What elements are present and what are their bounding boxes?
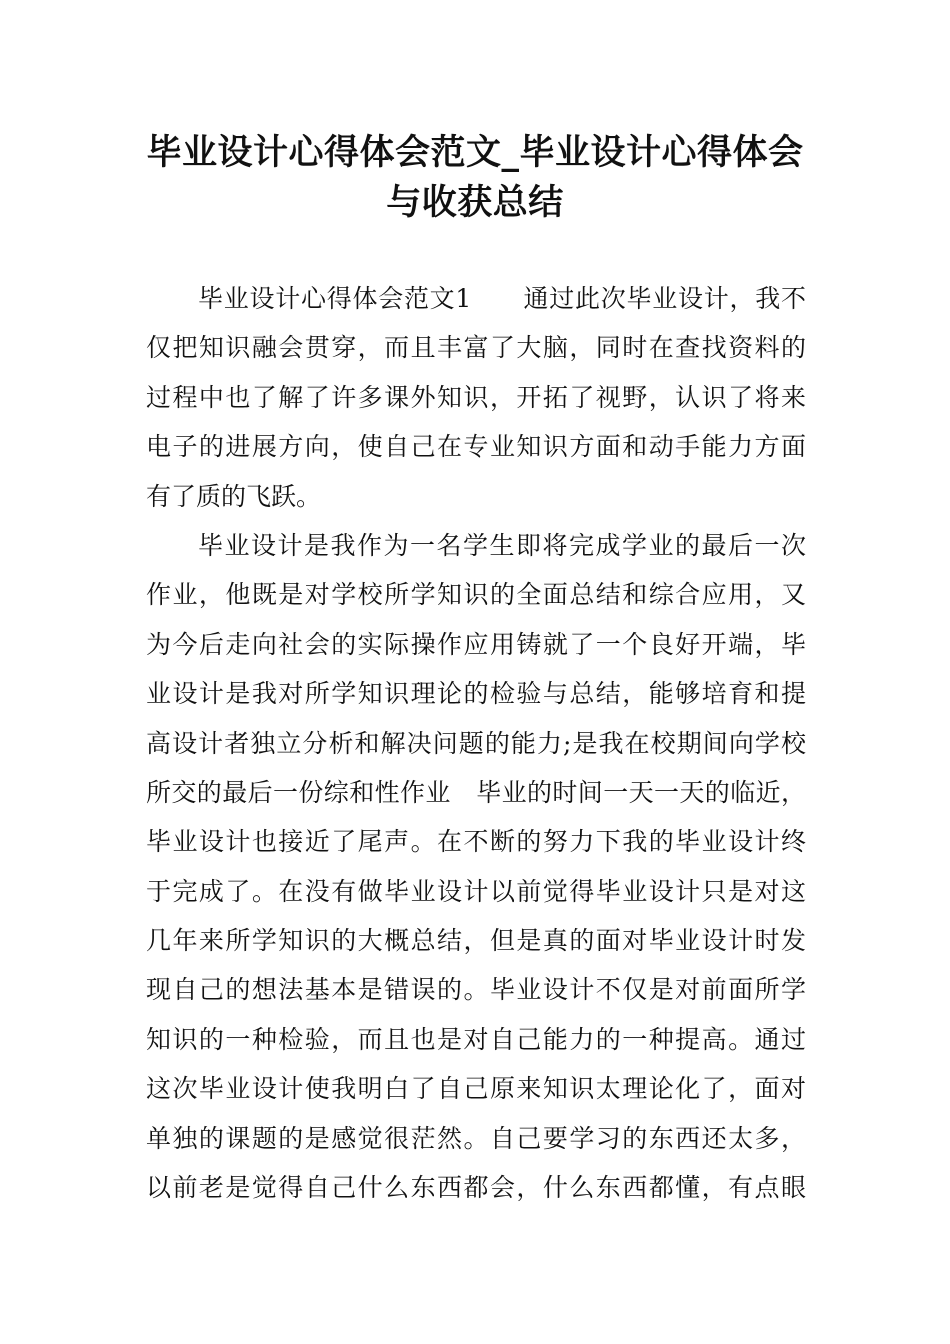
paragraph-line: 电子的进展方向，使自己在专业知识方面和动手能力方面 [146,432,806,462]
paragraph-line: 毕业设计是我作为一名学生即将完成学业的最后一次 [198,530,806,560]
paragraph-line: 高设计者独立分析和解决问题的能力;是我在校期间向学校 [146,728,806,758]
paragraph-line: 单独的课题的是感觉很茫然。自己要学习的东西还太多， [146,1123,806,1153]
title-line-1: 毕业设计心得体会范文_毕业设计心得体会 [146,133,804,173]
paragraph-line: 毕业设计心得体会范文1 通过此次毕业设计，我不 [198,284,806,313]
paragraph-line: 现自己的想法基本是错误的。毕业设计不仅是对前面所学 [146,975,806,1005]
paragraph-line: 有了质的飞跃。 [146,481,322,511]
paragraph-2 [146,521,806,1212]
paragraph-line: 于完成了。在没有做毕业设计以前觉得毕业设计只是对这 [146,876,806,906]
paragraph-line: 作业，他既是对学校所学知识的全面总结和综合应用，又 [146,580,806,610]
paragraph-line: 几年来所学知识的大概总结，但是真的面对毕业设计时发 [146,926,806,956]
paragraph-1 [146,274,806,521]
document-body [146,274,806,1212]
paragraph-line: 为今后走向社会的实际操作应用铸就了一个良好开端，毕 [146,629,806,659]
paragraph-line: 仅把知识融会贯穿，而且丰富了大脑，同时在查找资料的 [146,333,806,363]
paragraph-line: 这次毕业设计使我明白了自己原来知识太理论化了，面对 [146,1074,806,1104]
title-line-2: 与收获总结 [386,183,564,223]
paragraph-line: 过程中也了解了许多课外知识，开拓了视野，认识了将来 [146,382,806,412]
paragraph-line: 业设计是我对所学知识理论的检验与总结，能够培育和提 [146,679,806,709]
document-title [100,128,850,228]
paragraph-line: 以前老是觉得自己什么东西都会，什么东西都懂，有点眼 [146,1173,806,1203]
paragraph-line: 知识的一种检验，而且也是对自己能力的一种提高。通过 [146,1024,806,1054]
paragraph-line: 毕业设计也接近了尾声。在不断的努力下我的毕业设计终 [146,827,806,857]
paragraph-line: 所交的最后一份综和性作业 毕业的时间一天一天的临近， [146,777,806,807]
